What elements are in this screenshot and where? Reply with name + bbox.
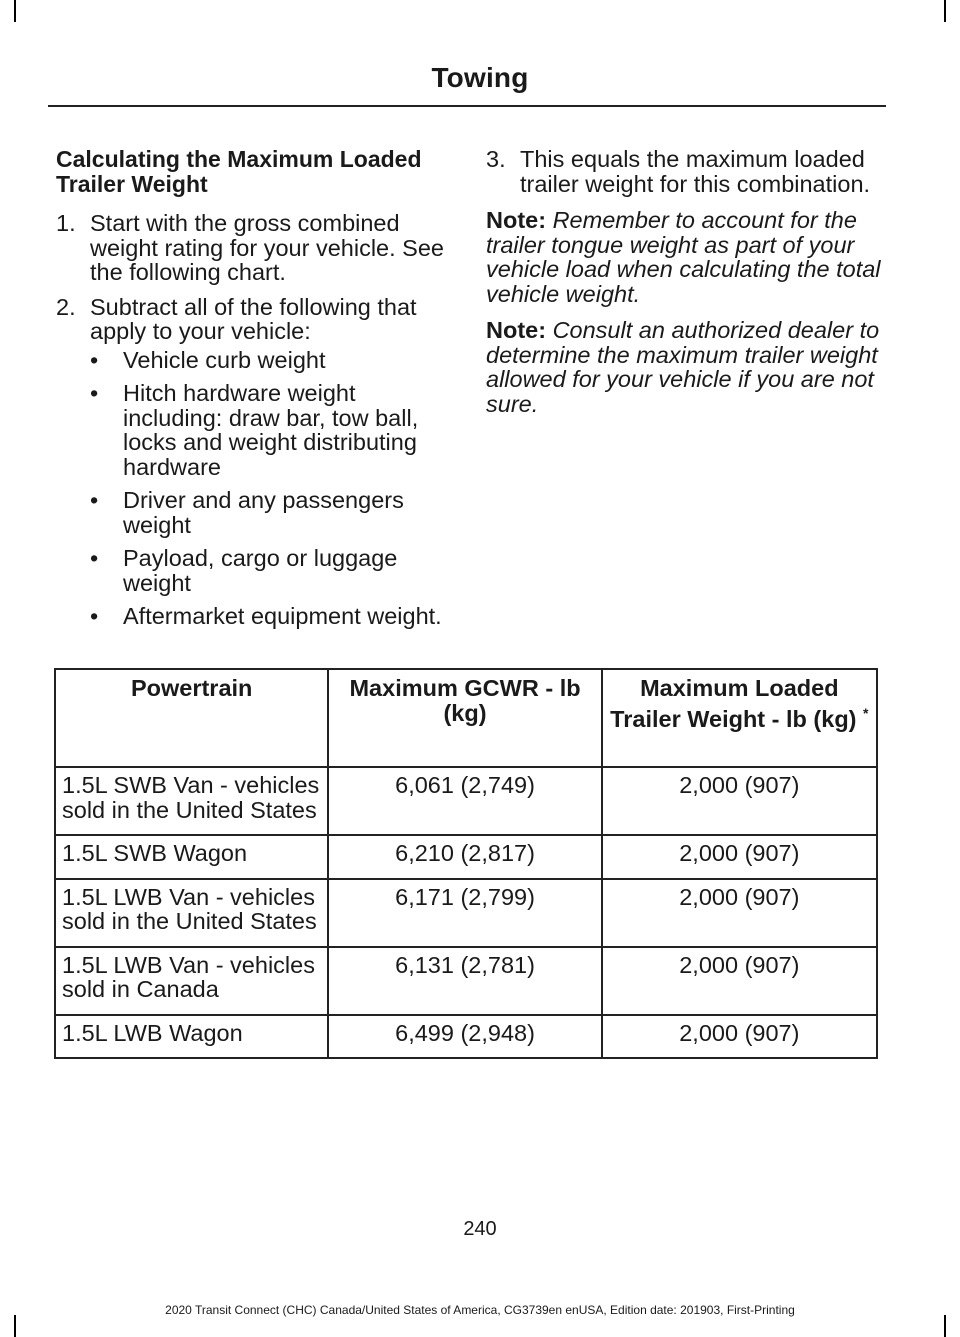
bullet: •	[90, 346, 99, 373]
header-divider	[48, 105, 886, 107]
header-max-trailer-weight: Maximum Loaded Trailer Weight - lb (kg) *	[602, 669, 877, 767]
header-powertrain: Powertrain	[55, 669, 328, 767]
bullet: •	[90, 545, 99, 571]
table-row: 1.5L LWB Wagon 6,499 (2,948) 2,000 (907)	[55, 1015, 877, 1059]
note-label: Note:	[486, 317, 547, 343]
list-item: • Vehicle curb weight	[56, 348, 456, 373]
note-text: Consult an authorized dealer to determine the maximum trailer weight allowed for your vehicle if you are not sure.	[486, 317, 880, 417]
note-tongue-weight	[486, 208, 886, 306]
step-3	[486, 147, 886, 196]
gcwr-table	[54, 668, 878, 1059]
note-text: Remember to account for the trailer tongue weight as part of your vehicle load when calculating the total vehicle weight.	[486, 207, 881, 307]
bullet: •	[90, 603, 99, 629]
table-header-row	[55, 669, 877, 767]
note-label: Note:	[486, 207, 547, 233]
table-row: 1.5L LWB Van - vehicles sold in the United States 6,171 (2,799) 2,000 (907)	[55, 879, 877, 947]
note-consult-dealer	[486, 318, 886, 416]
step-number: 3.	[486, 146, 506, 172]
edition-footer: 2020 Transit Connect (CHC) Canada/United States of America, CG3739en enUSA, Edition date: 201903, First-Printing	[165, 1303, 795, 1317]
list-item: • Aftermarket equipment weight.	[56, 604, 456, 629]
list-item: • Hitch hardware weight including: draw bar, tow ball, locks and weight distributing hardware	[56, 381, 456, 479]
table-row: 1.5L LWB Van - vehicles sold in Canada 6,131 (2,781) 2,000 (907)	[55, 947, 877, 1015]
step-text: This equals the maximum loaded trailer weight for this combination.	[520, 146, 871, 197]
table-row: 1.5L SWB Wagon 6,210 (2,817) 2,000 (907)	[55, 835, 877, 879]
page-number: 240	[463, 1218, 497, 1240]
header-max-gcwr: Maximum GCWR - lb (kg)	[328, 669, 601, 767]
crop-mark	[14, 1315, 16, 1337]
crop-mark	[944, 0, 946, 22]
page-title: Towing	[431, 62, 529, 93]
footnote-mark: *	[863, 704, 869, 721]
step-text: Start with the gross combined weight rating for your vehicle. See the following chart.	[90, 210, 444, 285]
step-number: 1.	[56, 210, 76, 236]
subtract-list	[56, 348, 456, 629]
left-column	[56, 147, 456, 638]
bullet: •	[90, 487, 99, 513]
list-item: • Driver and any passengers weight	[56, 488, 456, 537]
step-text: Subtract all of the following that apply to your vehicle:	[90, 293, 417, 344]
bullet: •	[90, 380, 99, 406]
table-row: 1.5L SWB Van - vehicles sold in the United States 6,061 (2,749) 2,000 (907)	[55, 767, 877, 835]
step-number: 2.	[56, 293, 76, 320]
crop-mark	[14, 0, 16, 22]
right-column	[486, 147, 886, 416]
list-item: • Payload, cargo or luggage weight	[56, 546, 456, 595]
step-1	[56, 211, 456, 285]
section-heading: Calculating the Maximum Loaded Trailer Weight	[56, 146, 422, 197]
step-2	[56, 295, 456, 344]
crop-mark	[944, 1315, 946, 1337]
